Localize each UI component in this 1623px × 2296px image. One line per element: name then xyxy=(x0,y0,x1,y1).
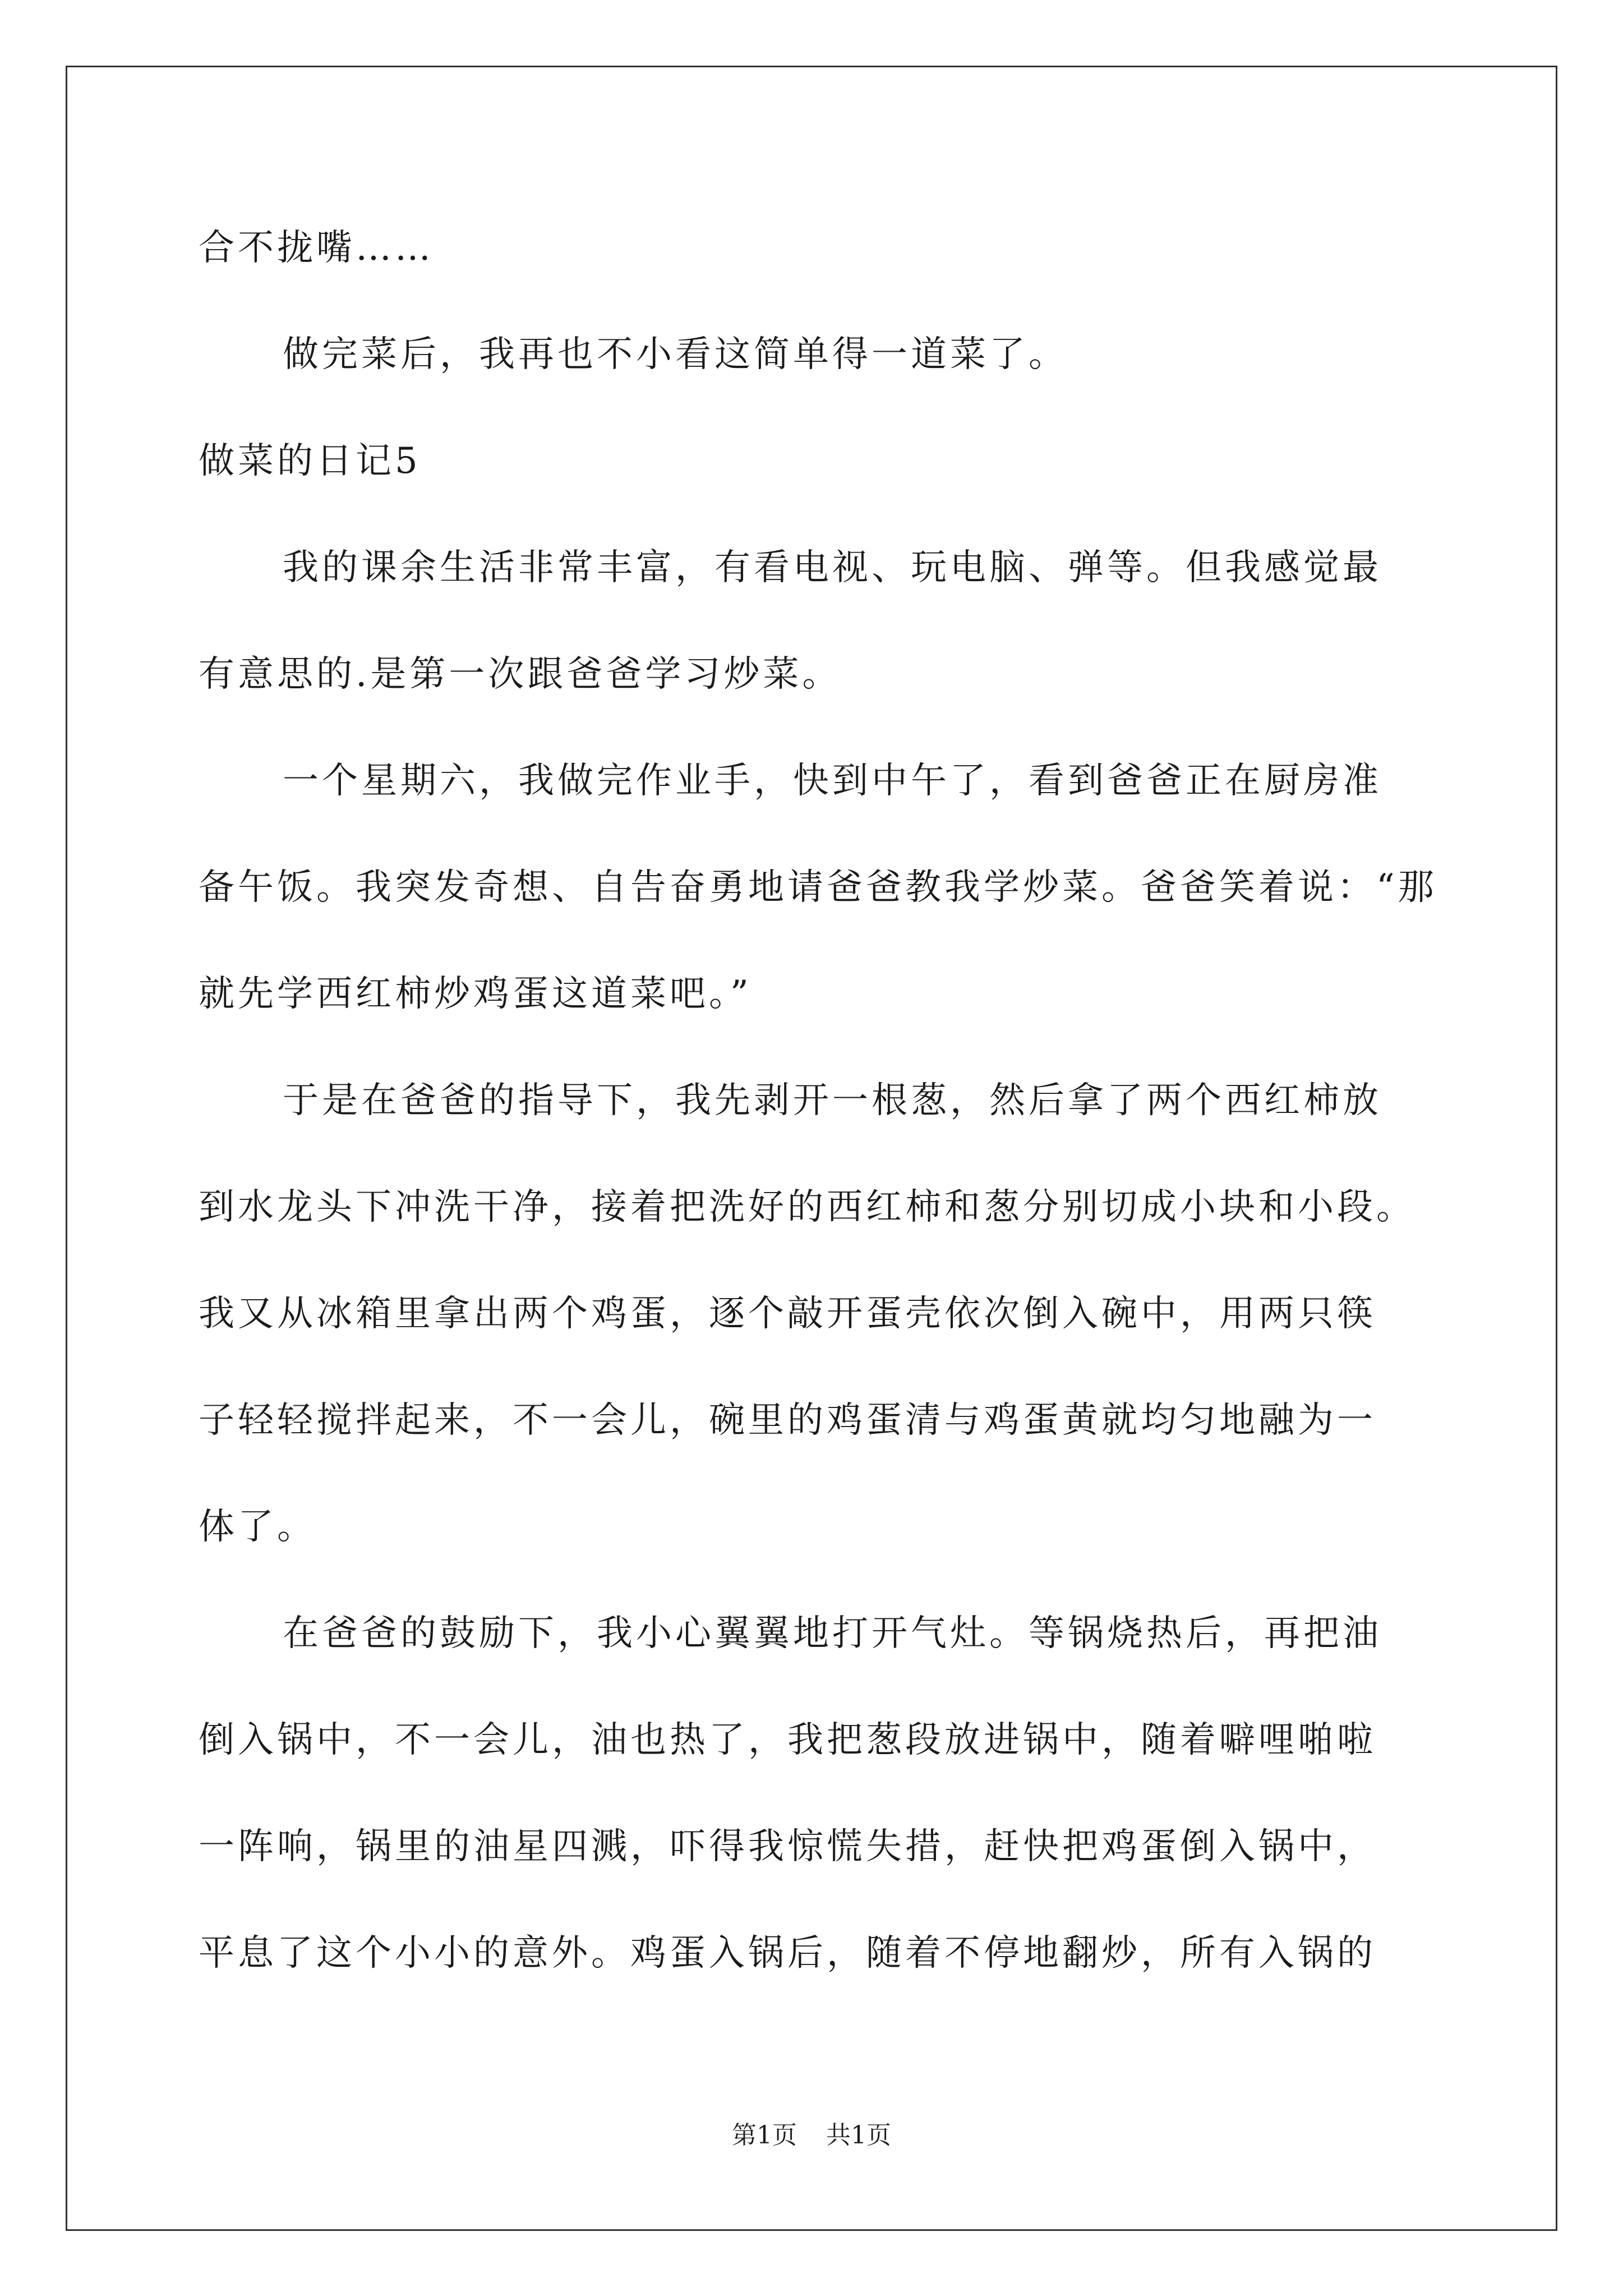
text-line: 一阵响，锅里的油星四溅，吓得我惊慌失措，赶快把鸡蛋倒入锅中， xyxy=(199,1826,1376,1867)
text-line: 有意思的.是第一次跟爸爸学习炒菜。 xyxy=(199,654,842,695)
text-line: 我又从冰箱里拿出两个鸡蛋，逐个敲开蛋壳依次倒入碗中，用两只筷 xyxy=(199,1293,1376,1335)
text-line: 体了。 xyxy=(199,1506,316,1548)
page-footer xyxy=(0,2123,1623,2148)
paragraph-line: 我的课余生活非常丰富，有看电视、玩电脑、弹等。但我感觉最 xyxy=(283,547,1382,588)
text-line: 倒入锅中，不一会儿，油也热了，我把葱段放进锅中，随着噼哩啪啦 xyxy=(199,1719,1376,1761)
text-line: 合不拢嘴…… xyxy=(199,227,434,269)
text-line: 到水龙头下冲洗干净，接着把洗好的西红柿和葱分别切成小块和小段。 xyxy=(199,1186,1415,1228)
page-border xyxy=(66,66,1557,2231)
paragraph-line: 做完菜后，我再也不小看这简单得一道菜了。 xyxy=(283,334,1068,375)
section-heading: 做菜的日记5 xyxy=(199,440,421,482)
text-line: 子轻轻搅拌起来，不一会儿，碗里的鸡蛋清与鸡蛋黄就均匀地融为一 xyxy=(199,1400,1376,1441)
paragraph-line: 于是在爸爸的指导下，我先剥开一根葱，然后拿了两个西红柿放 xyxy=(283,1080,1382,1121)
paragraph-line: 在爸爸的鼓励下，我小心翼翼地打开气灶。等锅烧热后，再把油 xyxy=(283,1613,1382,1654)
paragraph-line: 一个星期六，我做完作业手，快到中午了，看到爸爸正在厨房准 xyxy=(283,760,1382,802)
page-number: 第1页 xyxy=(732,2121,797,2150)
text-line: 备午饭。我突发奇想、自告奋勇地请爸爸教我学炒菜。爸爸笑着说：“那 xyxy=(199,867,1437,908)
text-line: 平息了这个小小的意外。鸡蛋入锅后，随着不停地翻炒，所有入锅的 xyxy=(199,1932,1376,1974)
page-total: 共1页 xyxy=(826,2121,891,2150)
text-line: 就先学西红柿炒鸡蛋这道菜吧。” xyxy=(199,973,752,1015)
